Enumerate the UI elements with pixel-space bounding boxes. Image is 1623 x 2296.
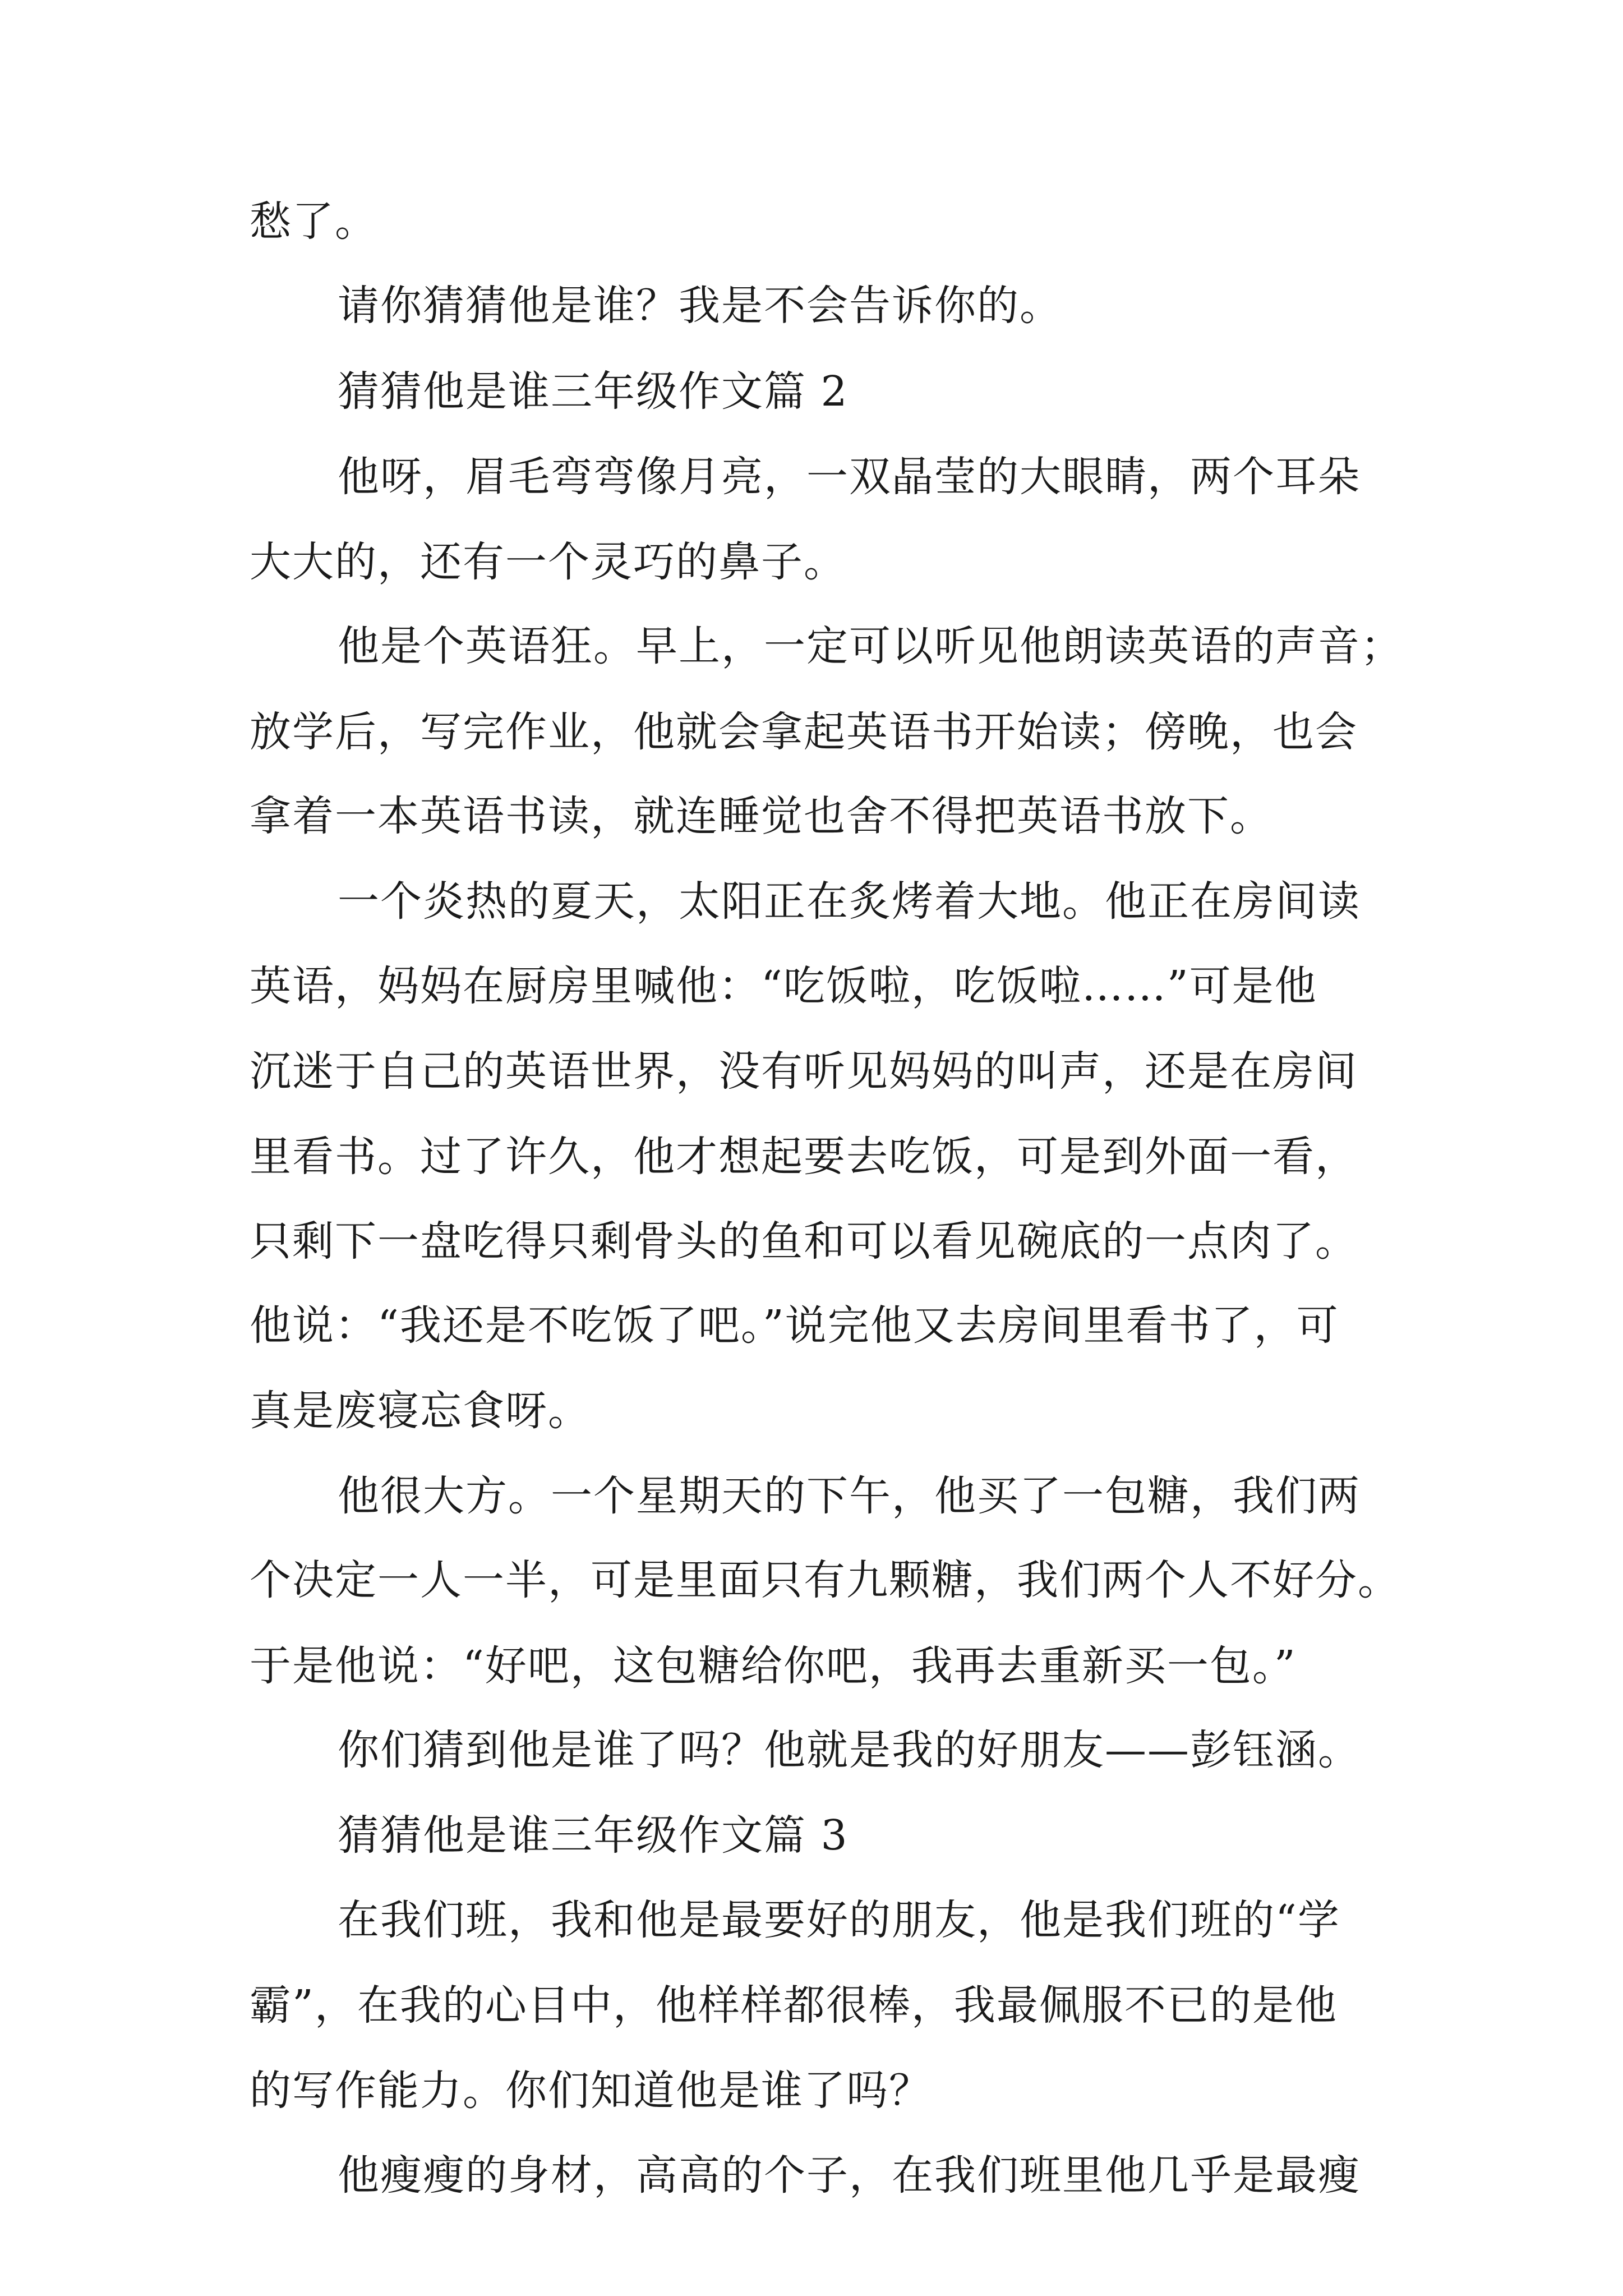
text-line: 一个炎热的夏天，太阳正在炙烤着大地。他正在房间读 (338, 877, 1361, 926)
text-line: 英语，妈妈在厨房里喊他：“吃饭啦，吃饭啦……”可是他 (250, 962, 1317, 1010)
text-line: 里看书。过了许久，他才想起要去吃饭，可是到外面一看， (250, 1133, 1358, 1181)
text-line: 真是废寝忘食呀。 (250, 1387, 591, 1435)
text-line: 放学后，写完作业，他就会拿起英语书开始读；傍晚，也会 (250, 708, 1358, 756)
text-line: 大大的，还有一个灵巧的鼻子。 (250, 538, 846, 586)
text-line: 拿着一本英语书读，就连睡觉也舍不得把英语书放下。 (250, 792, 1272, 840)
text-line: 你们猜到他是谁了吗？他就是我的好朋友——彭钰涵。 (338, 1726, 1361, 1774)
text-line: 于是他说：“好吧，这包糖给你吧，我再去重新买一包。” (250, 1642, 1297, 1690)
text-line: 在我们班，我和他是最要好的朋友，他是我们班的“学 (338, 1896, 1340, 1944)
text-line: 他说：“我还是不吃饭了吧。”说完他又去房间里看书了，可 (250, 1301, 1339, 1350)
text-line: 请你猜猜他是谁？我是不会告诉你的。 (338, 282, 1062, 330)
text-line: 沉迷于自己的英语世界，没有听见妈妈的叫声，还是在房间 (250, 1047, 1358, 1096)
text-line: 个决定一人一半，可是里面只有九颗糖，我们两个人不好分。 (250, 1556, 1400, 1604)
section-heading: 猜猜他是谁三年级作文篇 3 (338, 1811, 849, 1860)
text-line: 愁了。 (250, 197, 377, 246)
text-line: 他是个英语狂。早上，一定可以听见他朗读英语的声音； (338, 622, 1403, 670)
text-line: 霸”，在我的心目中，他样样都很棒，我最佩服不已的是他 (250, 1981, 1338, 2030)
text-line: 他瘦瘦的身材，高高的个子，在我们班里他几乎是最瘦 (338, 2151, 1361, 2200)
text-line: 只剩下一盘吃得只剩骨头的鱼和可以看见碗底的一点肉了。 (250, 1217, 1358, 1266)
text-line: 他很大方。一个星期天的下午，他买了一包糖，我们两 (338, 1472, 1361, 1520)
text-line: 的写作能力。你们知道他是谁了吗？ (250, 2067, 932, 2115)
section-heading: 猜猜他是谁三年级作文篇 2 (338, 367, 849, 416)
text-line: 他呀，眉毛弯弯像月亮，一双晶莹的大眼睛，两个耳朵 (338, 453, 1361, 501)
